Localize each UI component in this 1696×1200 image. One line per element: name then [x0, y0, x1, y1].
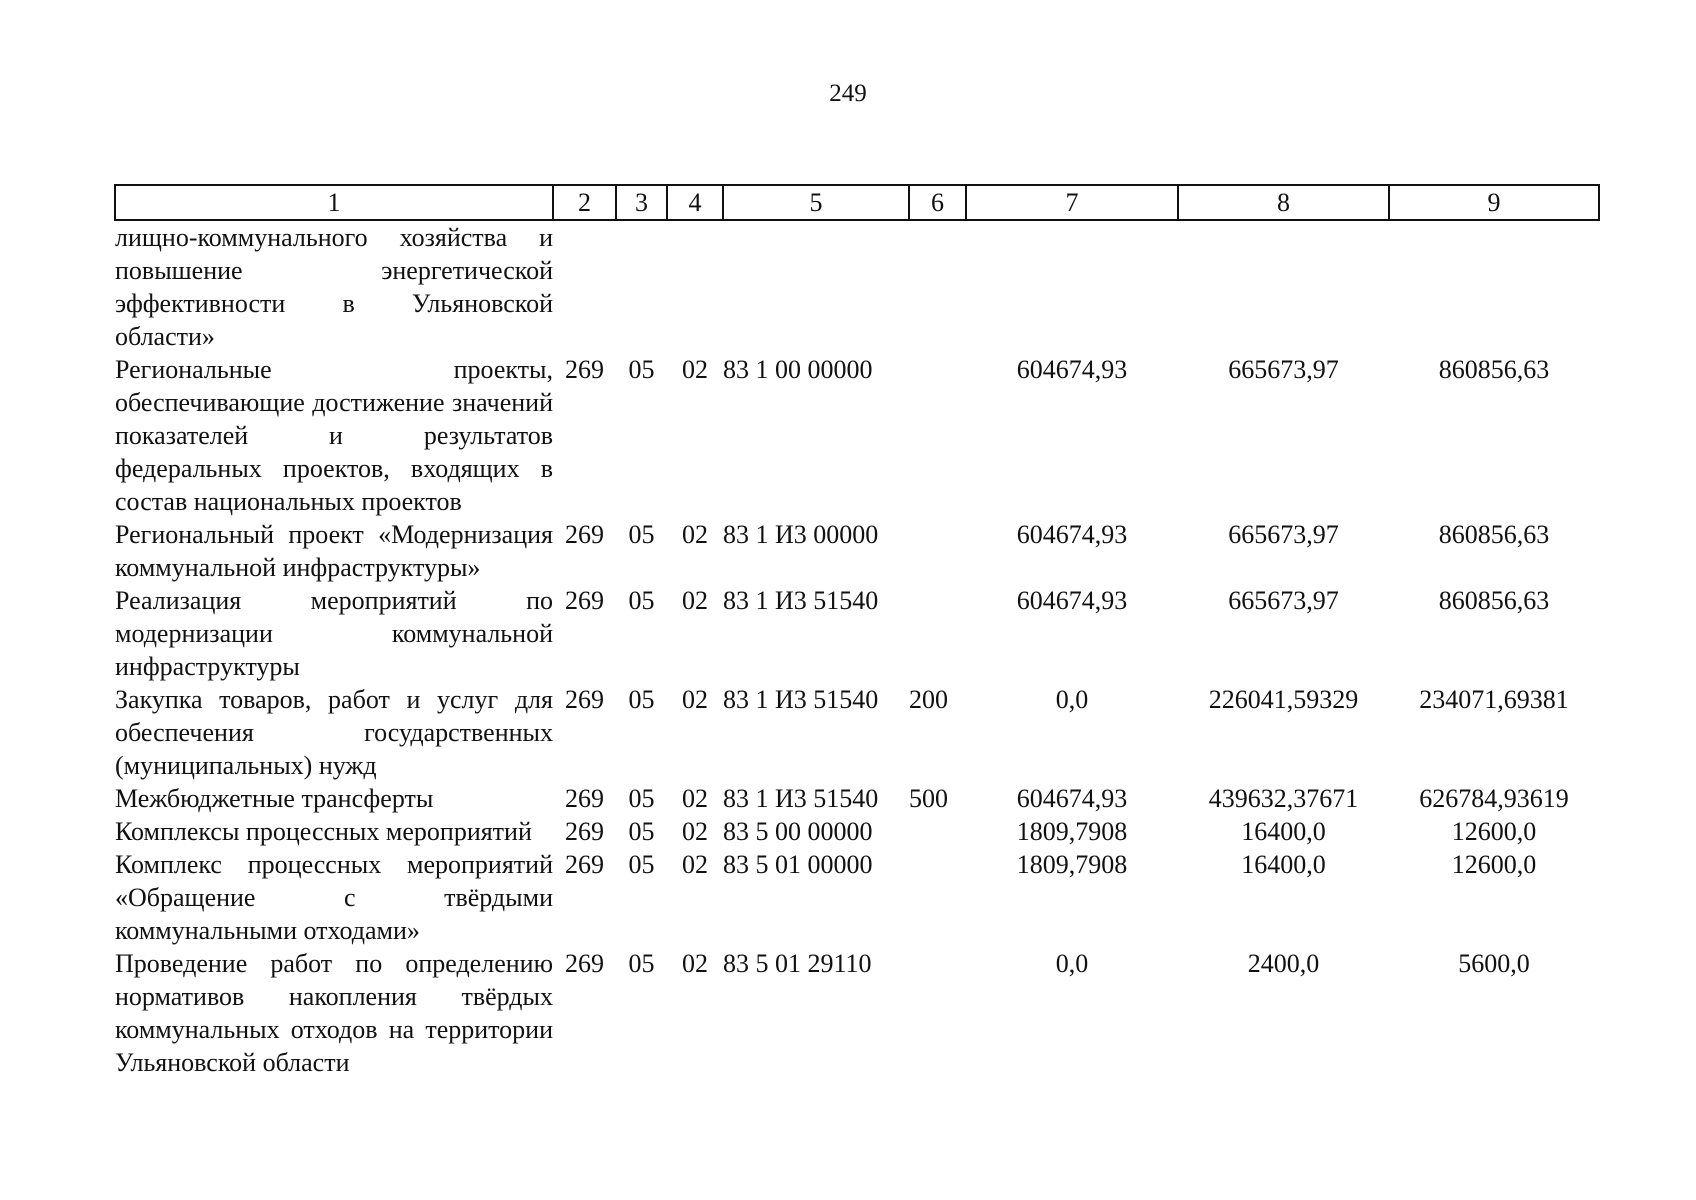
table-row	[115, 815, 1599, 848]
table-row	[115, 683, 1599, 782]
cell-col-8: 439632,37671	[1208, 784, 1359, 813]
cell-col-2: 269	[565, 685, 604, 714]
row-name: Комплекс процессных мероприятий «Обращение с твёрдыми коммунальными отходами»	[115, 850, 553, 945]
cell-col-7	[966, 220, 1178, 353]
cell-col-3: 05	[628, 685, 655, 714]
row-name: Закупка товаров, работ и услуг для обеспечения государственных (муниципальных) нужд	[115, 685, 553, 780]
cell-col-8: 16400,0	[1241, 817, 1326, 846]
cell-col-6	[909, 220, 966, 353]
cell-col-2: 269	[565, 586, 604, 615]
cell-col-5: 83 5 00 00000	[723, 817, 873, 846]
cell-col-4: 02	[682, 817, 708, 846]
cell-col-4: 02	[682, 355, 708, 384]
cell-col-8: 665673,97	[1228, 520, 1339, 549]
cell-col-4	[667, 220, 723, 353]
cell-col-8: 665673,97	[1228, 355, 1339, 384]
cell-col-6	[909, 815, 966, 848]
table-row	[115, 518, 1599, 584]
cell-col-5: 83 5 01 00000	[723, 850, 873, 879]
column-header-5: 5	[723, 185, 909, 220]
table-row	[115, 947, 1599, 1079]
row-name: Реализация мероприятий по модернизации коммунальной инфраструктуры	[115, 586, 553, 681]
cell-col-5: 83 1 И3 51540	[723, 784, 879, 813]
cell-col-3: 05	[628, 850, 655, 879]
row-name: Межбюджетные трансферты	[115, 784, 434, 813]
budget-table	[114, 184, 1600, 1079]
cell-col-7: 604674,93	[1016, 784, 1128, 813]
cell-col-7: 604674,93	[1016, 520, 1128, 549]
cell-col-6: 500	[909, 784, 948, 813]
cell-col-7: 0,0	[1055, 685, 1089, 714]
cell-col-8	[1178, 220, 1389, 353]
cell-col-9: 626784,93619	[1419, 784, 1569, 813]
column-header-4: 4	[667, 185, 723, 220]
table-row	[115, 848, 1599, 947]
column-header-3: 3	[616, 185, 667, 220]
cell-col-9: 234071,69381	[1419, 685, 1569, 714]
column-header-9: 9	[1389, 185, 1599, 220]
cell-col-4: 02	[682, 949, 708, 978]
cell-col-6	[909, 518, 966, 584]
cell-col-7: 604674,93	[1016, 586, 1128, 615]
cell-col-4: 02	[682, 520, 708, 549]
table-row	[115, 353, 1599, 518]
row-name: Региональный проект «Модернизация коммунальной инфраструктуры»	[115, 520, 553, 582]
cell-col-7: 0,0	[1055, 949, 1089, 978]
cell-col-5: 83 1 И3 51540	[723, 586, 879, 615]
cell-col-4: 02	[682, 850, 708, 879]
table-row	[115, 220, 1599, 353]
cell-col-2: 269	[565, 817, 604, 846]
cell-col-9: 860856,63	[1438, 520, 1550, 549]
row-name: Региональные проекты, обеспечивающие достижение значений показателей и результатов федеральных проектов, входящих в состав национальных проектов	[115, 355, 553, 516]
cell-col-7: 1809,7908	[1016, 817, 1128, 846]
cell-col-4: 02	[682, 784, 708, 813]
cell-col-4: 02	[682, 685, 708, 714]
cell-col-6	[909, 947, 966, 1079]
cell-col-7: 604674,93	[1016, 355, 1128, 384]
column-header-7: 7	[966, 185, 1178, 220]
cell-col-7: 1809,7908	[1016, 850, 1128, 879]
row-name: Проведение работ по определению нормативов накопления твёрдых коммунальных отходов на территории Ульяновской области	[115, 949, 553, 1077]
cell-col-4: 02	[682, 586, 708, 615]
cell-col-3	[616, 220, 667, 353]
header-row	[115, 185, 1599, 220]
cell-col-9: 860856,63	[1438, 586, 1550, 615]
cell-col-8: 665673,97	[1228, 586, 1339, 615]
page-number: 249	[829, 80, 867, 107]
cell-col-3: 05	[628, 586, 655, 615]
cell-col-2: 269	[565, 520, 604, 549]
cell-col-8: 2400,0	[1247, 949, 1320, 978]
cell-col-3: 05	[628, 355, 655, 384]
cell-col-3: 05	[628, 520, 655, 549]
cell-col-9	[1389, 220, 1599, 353]
cell-col-8: 226041,59329	[1208, 685, 1359, 714]
cell-col-3: 05	[628, 784, 655, 813]
row-name: лищно-коммунального хозяйства и повышение энергетической эффективности в Ульяновской области»	[115, 223, 553, 351]
cell-col-3: 05	[628, 817, 655, 846]
cell-col-2: 269	[565, 949, 604, 978]
cell-col-9: 12600,0	[1451, 850, 1537, 879]
cell-col-2: 269	[565, 784, 604, 813]
cell-col-2	[553, 220, 616, 353]
cell-col-5	[723, 220, 909, 353]
cell-col-6	[909, 848, 966, 947]
cell-col-5: 83 1 И3 00000	[723, 520, 879, 549]
table-body	[115, 220, 1599, 1079]
cell-col-2: 269	[565, 850, 604, 879]
column-header-6: 6	[909, 185, 966, 220]
cell-col-6	[909, 353, 966, 518]
cell-col-5: 83 5 01 29110	[723, 949, 872, 978]
column-header-1: 1	[115, 185, 553, 220]
table-header	[115, 185, 1599, 220]
column-header-2: 2	[553, 185, 616, 220]
cell-col-9: 12600,0	[1451, 817, 1537, 846]
cell-col-2: 269	[565, 355, 604, 384]
cell-col-6	[909, 584, 966, 683]
cell-col-3: 05	[628, 949, 655, 978]
cell-col-8: 16400,0	[1241, 850, 1326, 879]
table-row	[115, 584, 1599, 683]
table-row	[115, 782, 1599, 815]
cell-col-9: 5600,0	[1458, 949, 1530, 978]
cell-col-6: 200	[909, 685, 948, 714]
cell-col-5: 83 1 00 00000	[723, 355, 873, 384]
row-name: Комплексы процессных мероприятий	[115, 817, 532, 846]
column-header-8: 8	[1178, 185, 1389, 220]
cell-col-9: 860856,63	[1438, 355, 1550, 384]
cell-col-5: 83 1 И3 51540	[723, 685, 879, 714]
